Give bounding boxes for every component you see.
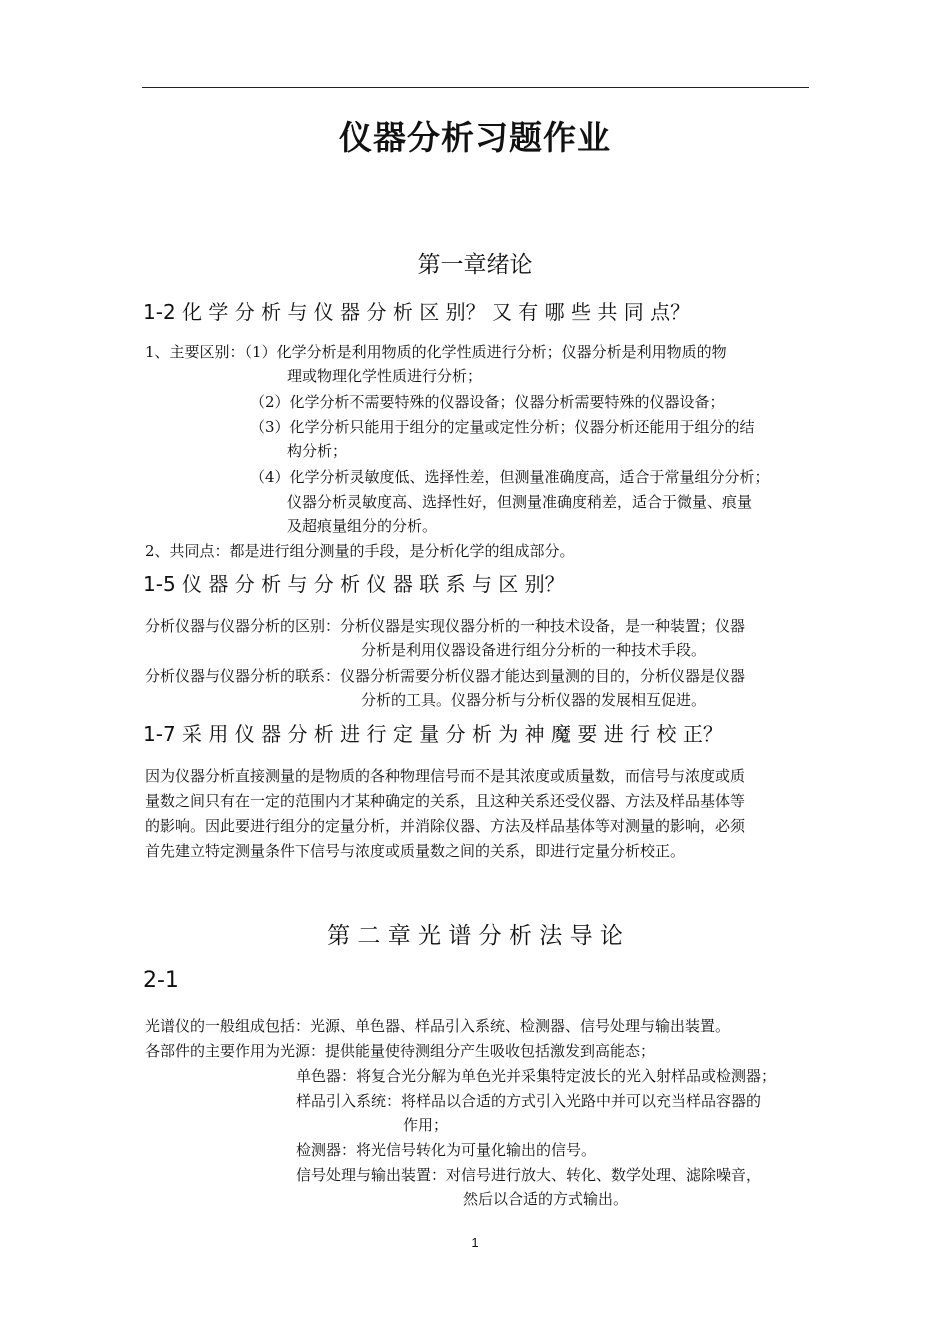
question-1-2-heading: 1-2 化 学 分 析 与 仪 器 分 析 区 别？ 又 有 哪 些 共 同 点？: [143, 300, 691, 324]
question-2-1-heading: 2-1: [143, 968, 179, 993]
page-number: 1: [471, 1235, 479, 1250]
document-title: 仪器分析习题作业: [339, 118, 611, 157]
q2-1-line: 信号处理与输出装置：对信号进行放大、转化、数学处理、滤除噪音，: [296, 1166, 762, 1184]
header-rule: [142, 87, 809, 88]
q1-5-line: 分析的工具。仪器分析与分析仪器的发展相互促进。: [361, 691, 707, 709]
q2-1-line: 光谱仪的一般组成包括：光源、单色器、样品引入系统、检测器、信号处理与输出装置。: [145, 1017, 731, 1035]
chapter2-heading: 第 二 章 光 谱 分 析 法 导 论: [327, 923, 623, 949]
q1-2-line: 及超痕量组分的分析。: [287, 517, 438, 535]
chapter1-heading: 第一章绪论: [417, 252, 533, 278]
q1-2-line: 理或物理化学性质进行分析；: [287, 367, 483, 385]
q2-1-line: 作用；: [403, 1116, 449, 1134]
q2-1-line: 检测器：将光信号转化为可量化输出的信号。: [296, 1141, 597, 1159]
q1-7-line: 的影响。因此要进行组分的定量分析，并消除仪器、方法及样品基体等对测量的影响，必须: [145, 817, 746, 835]
question-1-7-heading: 1-7 采 用 仪 器 分 析 进 行 定 量 分 析 为 神 魔 要 进 行 校 正？: [143, 722, 723, 746]
q1-2-line: （4）化学分析灵敏度低、选择性差，但测量准确度高，适合于常量组分分析；: [250, 468, 770, 486]
q1-7-line: 因为仪器分析直接测量的是物质的各种物理信号而不是其浓度或质量数，而信号与浓度或质: [145, 767, 746, 785]
q2-1-line: 然后以合适的方式输出。: [463, 1190, 629, 1208]
q1-7-line: 量数之间只有在一定的范围内才某种确定的关系，且这种关系还受仪器、方法及样品基体等: [145, 792, 746, 810]
q1-2-line: 2、共同点：都是进行组分测量的手段，是分析化学的组成部分。: [145, 542, 575, 560]
q2-1-line: 各部件的主要作用为光源：提供能量使待测组分产生吸收包括激发到高能态；: [145, 1042, 656, 1060]
q2-1-line: 单色器：将复合光分解为单色光并采集特定波长的光入射样品或检测器；: [296, 1067, 777, 1085]
q1-7-line: 首先建立特定测量条件下信号与浓度或质量数之间的关系，即进行定量分析校正。: [145, 842, 686, 860]
q2-1-line: 样品引入系统：将样品以合适的方式引入光路中并可以充当样品容器的: [296, 1092, 762, 1110]
q1-2-line: 构分析；: [287, 442, 348, 460]
q1-5-line: 分析仪器与仪器分析的联系：仪器分析需要分析仪器才能达到量测的目的，分析仪器是仪器: [145, 667, 746, 685]
q1-5-line: 分析仪器与仪器分析的区别：分析仪器是实现仪器分析的一种技术设备，是一种装置；仪器: [145, 617, 746, 635]
q1-5-line: 分析是利用仪器设备进行组分分析的一种技术手段。: [361, 641, 707, 659]
q1-2-line: 仪器分析灵敏度高、选择性好，但测量准确度稍差，适合于微量、痕量: [287, 493, 753, 511]
question-1-5-heading: 1-5 仪 器 分 析 与 分 析 仪 器 联 系 与 区 别？: [143, 572, 565, 596]
q1-2-line: 1、主要区别：（1）化学分析是利用物质的化学性质进行分析；仪器分析是利用物质的物: [145, 343, 727, 361]
q1-2-line: （2）化学分析不需要特殊的仪器设备；仪器分析需要特殊的仪器设备；: [250, 393, 725, 411]
q1-2-line: （3）化学分析只能用于组分的定量或定性分析；仪器分析还能用于组分的结: [250, 418, 755, 436]
